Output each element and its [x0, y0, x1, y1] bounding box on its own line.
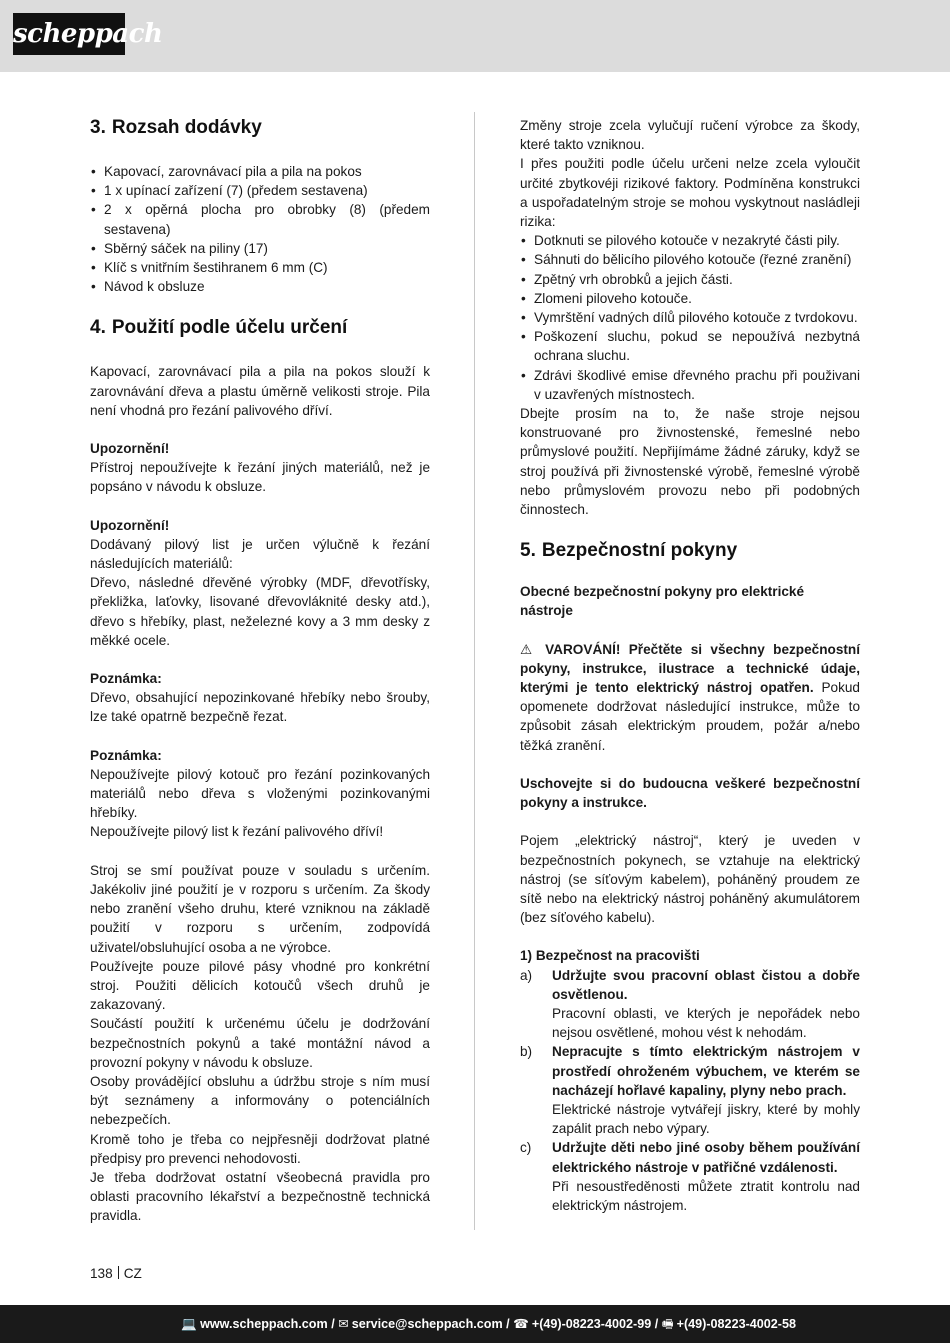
section-4-title: Použití podle účelu určení [111, 317, 348, 339]
workplace-safety-heading: 1) Bezpečnost na pracovišti [520, 948, 700, 964]
list-item: • Dotknuti se pilového kotouče v nezakryté části pily. [520, 231, 860, 250]
list-item: • Sáhnuti do bělicího pilového kotouče (řezné zranění) [520, 250, 860, 269]
residual-risks-list [520, 231, 860, 404]
item-text: Pracovní oblasti, ve kterých je nepořádek nebo nejsou osvětlené, mohou vést k nehodám. [552, 1005, 860, 1041]
page-number: 138 [90, 1266, 113, 1281]
delivery-list [90, 162, 430, 296]
phone-number: +(49)-08223-4002-99 / [531, 1317, 659, 1331]
item-letter: b) [520, 1044, 533, 1060]
section-3-title: Rozsah dodávky [111, 117, 262, 138]
keep-instructions-text: Uschovejte si do budoucna veškeré bezpečnostní pokyny a instrukce. [520, 775, 860, 811]
notice-text: Dřevo, následné dřevěné výrobky (MDF, dřevotřísky, překližka, laťovky, lisované dřevovláknité desky atd.), dřevo s hřebíky, plast, neželezné kovy a 3 mm desky z měkké ocele. [90, 575, 430, 648]
fax-icon: 🖷 [661, 1317, 674, 1331]
item-letter: a) [520, 967, 533, 983]
body-paragraph: Osoby provádějící obsluhu a údržbu stroje s ním musí být seznámeny a informovány o potenciálních nebezpečích. [90, 1073, 430, 1128]
notice-text: Přístroj nepoužívejte k řezání jiných materiálů, než je popsáno v návodu k obsluze. [90, 460, 430, 495]
warning-text: Pokud opomenete dodržovat následující instrukce, může to způsobit zásah elektrickým proudem, požár a/nebo těžká zranění. [520, 680, 860, 753]
body-paragraph: Dbejte prosím na to, že naše stroje nejsou konstruované pro živnostenské, řemeslné nebo průmyslové použití. Nepřijímáme žádné záruky, když se stroj používá při živnostenské výrobě, řemeslné výrobě nebo průmyslovém provozu nebo při podobných činnostech. [520, 406, 860, 518]
list-item [520, 966, 860, 1043]
intended-use-paragraph: Kapovací, zarovnávací pila a pila na pokos slouží k zarovnávání dřeva a plastu úměrně velikosti stroje. Pila není vhodná pro řezání palivového dříví. [90, 364, 430, 418]
section-5-number: 5. [520, 540, 536, 562]
list-item: • Klíč s vnitřním šestihranem 6 mm (C) [90, 258, 430, 277]
list-item: • 2 x opěrná plocha pro obrobky (8) (předem sestavena) [90, 200, 430, 238]
body-paragraph: Změny stroje zcela vylučují ručení výrobce za škody, které takto vzniknou. [520, 118, 860, 153]
note-heading: Poznámka: [90, 671, 162, 687]
list-item: • Zpětný vrh obrobků a jejich části. [520, 270, 860, 289]
left-column [90, 116, 430, 1226]
item-bold-text: Udržujte děti nebo jiné osoby během používání elektrického nástroje v patřičné vzdálenosti. [552, 1140, 860, 1175]
notice-text: Dodávaný pilový list je určen výlučně k řezání následujících materiálů: [90, 536, 430, 572]
note-text: Nepoužívejte pilový list k řezání palivového dříví! [90, 824, 384, 840]
right-column [520, 116, 860, 1215]
item-bold-text: Udržujte svou pracovní oblast čistou a dobře osvětlenou. [552, 967, 860, 1002]
term-definition-paragraph: Pojem „elektrický nástroj“, který je uveden v bezpečnostních pokynech, se vztahuje na elektrický nástroj (se síťovým kabelem), poháněný proudem ze sítě nebo na elektrický nástroj poháněný akumulátorem (bez síťového kabelu). [520, 833, 860, 926]
email-link[interactable]: service@scheppach.com / [351, 1317, 510, 1331]
list-item: • Zlomeni piloveho kotouče. [520, 289, 860, 308]
section-4-heading [90, 316, 430, 340]
list-item: • Zdrávi škodlivé emise dřevného prachu při použivani v uzavřených místnostech. [520, 366, 860, 404]
item-text: Elektrické nástroje vytvářejí jiskry, které by mohly zapálit prach nebo výpary. [552, 1101, 860, 1137]
item-text: Při nesoustředěnosti můžete ztratit kontrolu nad elektrickým nástrojem. [552, 1178, 860, 1213]
body-paragraph: Kromě toho je třeba co nejpřesněji dodržovat platné předpisy pro prevenci nehodovosti. [90, 1131, 430, 1166]
list-item: • Poškození sluchu, pokud se nepoužívá nezbytná ochrana sluchu. [520, 327, 860, 365]
list-item [520, 1138, 860, 1215]
item-letter: c) [520, 1140, 532, 1156]
note-heading: Poznámka: [90, 747, 162, 763]
list-item: • Návod k obsluze [90, 277, 430, 296]
header-band [0, 0, 950, 72]
body-paragraph: I přes použiti podle účelu určeni nelze zcela vyloučit určité zbytkovéji rizikové faktory. Podmíněna konstrukci a uspořadatelným stroje se mohou vyskytnout nasládleji rizika: [520, 156, 860, 230]
body-paragraph: Stroj se smí používat pouze v souladu s určením. Jakékoliv jiné použití je v rozporu s určením. Za škody nebo zranění všeho druhu, které vzniknou na základě použití v rozporu s určením, zodpovídá uživatel/obsluhující osoba a ne výrobce. [90, 862, 430, 955]
page-footer [90, 1264, 142, 1283]
list-item: • Vymrštění vadných dílů pilového kotouče z tvrdokovu. [520, 308, 860, 327]
notice-heading: Upozornění! [90, 517, 170, 533]
notice-heading: Upozornění! [90, 441, 170, 457]
body-paragraph: Součástí použití k určenému účelu je dodržování bezpečnostních pokynů a také montážní návod a provozní pokyny v návodu k obsluze. [90, 1016, 430, 1070]
body-paragraph: Používejte pouze pilové pásy vhodné pro konkrétní stroj. Použiti dělicích kotoučů všech druhů je zakazovaný. [90, 958, 430, 1013]
list-item: • 1 x upínací zařízení (7) (předem sestavena) [90, 181, 430, 200]
section-5-title: Bezpečnostní pokyny [541, 540, 738, 562]
mail-icon: ✉ [338, 1317, 349, 1331]
warning-icon: ⚠ [520, 641, 537, 657]
item-bold-text: Nepracujte s tímto elektrickým nástrojem v prostředí ohroženém výbuchem, ve kterém se nacházejí hořlavé kapaliny, plyny nebo prach. [552, 1044, 860, 1098]
warning-bold-text: VAROVÁNÍ! Přečtěte si všechny bezpečnostní pokyny, instrukce, ilustrace a technické údaje, kterými je tento elektrický nástroj opatřen. [520, 641, 861, 696]
note-text: Dřevo, obsahující nepozinkované hřebíky nebo šrouby, lze také opatrně bezpečně řezat. [90, 690, 430, 725]
section-3-heading [90, 116, 430, 140]
footer-separator [118, 1266, 119, 1279]
fax-number: +(49)-08223-4002-58 [676, 1317, 796, 1331]
contact-bar [0, 1305, 950, 1343]
list-item: • Sběrný sáček na piliny (17) [90, 239, 430, 258]
column-divider [474, 112, 475, 1230]
note-text: Nepoužívejte pilový kotouč pro řezání pozinkovaných materiálů nebo dřeva s vloženými pozinkovanými hřebíky. [90, 766, 430, 821]
subsection-heading: Obecné bezpečnostní pokyny pro elektrické nástroje [520, 584, 805, 619]
section-5-heading [520, 539, 860, 563]
section-4-number: 4. [90, 317, 106, 339]
language-code: CZ [123, 1266, 142, 1281]
list-item: • Kapovací, zarovnávací pila a pila na pokos [90, 162, 430, 181]
body-paragraph: Je třeba dodržovat ostatní všeobecná pravidla pro oblasti pracovního lékařství a bezpečnostně technická pravidla. [90, 1169, 430, 1224]
warning-paragraph [520, 640, 860, 755]
list-item [520, 1042, 860, 1138]
website-link[interactable]: www.scheppach.com / [200, 1317, 335, 1331]
phone-icon: ☎ [513, 1317, 529, 1331]
brand-logo: scheppach [13, 13, 125, 55]
section-3-number: 3. [90, 117, 106, 138]
computer-icon: 💻 [181, 1317, 198, 1331]
